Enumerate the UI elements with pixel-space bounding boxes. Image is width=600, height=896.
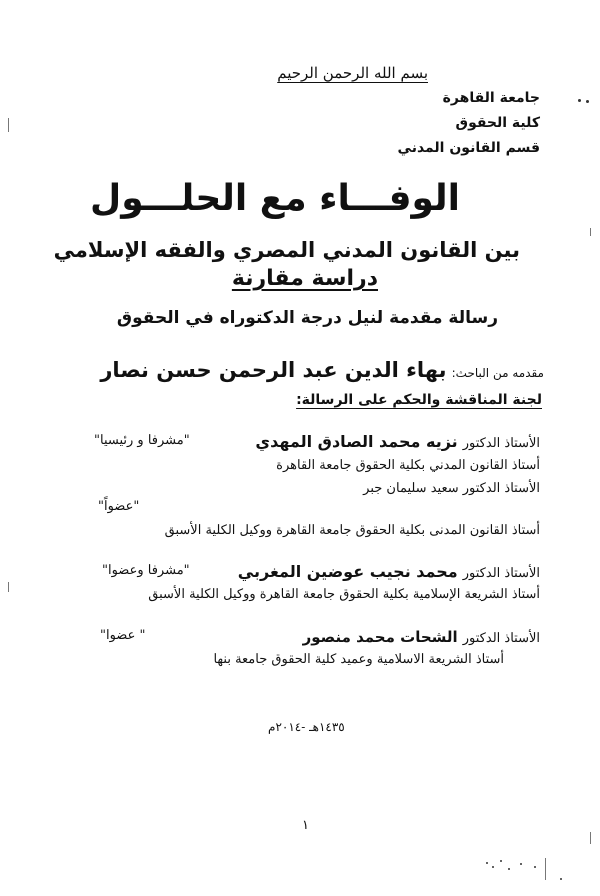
scan-edge-mark — [8, 582, 9, 592]
thesis-date: ١٤٣٥هـ -٢٠١٤م — [268, 720, 345, 734]
member-title: الأستاذ الدكتور — [462, 436, 540, 451]
member-role: "مشرفا و رئيسيا" — [94, 433, 190, 448]
member-title: الأستاذ الدكتور — [462, 481, 540, 496]
study-type: دراسة مقارنة — [231, 266, 378, 291]
member-role: "عضواً" — [98, 499, 140, 514]
scan-edge-mark — [590, 832, 591, 844]
committee-member — [303, 627, 540, 646]
author-line — [100, 358, 544, 382]
member-position: أستاذ القانون المدنى بكلية الحقوق جامعة القاهرة ووكيل الكلية الأسبق — [164, 523, 540, 538]
member-position: أستاذ القانون المدني بكلية الحقوق جامعة القاهرة — [276, 458, 540, 473]
thesis-title: الوفـــاء مع الحلـــول — [89, 178, 460, 219]
university-name: جامعة القاهرة — [442, 90, 540, 106]
scan-speck — [520, 863, 522, 865]
page-number: ١ — [302, 818, 309, 833]
scan-speck — [560, 878, 562, 880]
department-name: قسم القانون المدني — [397, 140, 540, 156]
member-position: أستاذ الشريعة الاسلامية وعميد كلية الحقوق جامعة بنها — [213, 652, 504, 667]
member-name: محمد نجيب عوضين المغربي — [237, 562, 458, 581]
scan-speck — [534, 866, 536, 868]
author-prefix: مقدمه من الباحث: — [451, 366, 544, 380]
committee-heading: لجنة المناقشة والحكم على الرسالة: — [296, 392, 542, 408]
member-title: الأستاذ الدكتور — [462, 566, 540, 581]
thesis-subtitle: بين القانون المدني المصري والفقه الإسلامي — [53, 238, 520, 262]
basmala: بسم الله الرحمن الرحيم — [277, 64, 428, 82]
member-role: "مشرفا وعضوا" — [102, 563, 190, 578]
scan-speck — [486, 862, 488, 864]
member-name: نزيه محمد الصادق المهدي — [255, 432, 458, 451]
member-name: الشحات محمد منصور — [302, 628, 458, 646]
member-role: " عضوا" — [100, 628, 146, 643]
scan-speck — [578, 99, 581, 102]
scan-speck — [508, 868, 510, 870]
committee-member — [363, 481, 540, 496]
scan-speck — [586, 100, 589, 103]
scan-speck — [500, 860, 502, 862]
member-name: سعيد سليمان جبر — [363, 481, 459, 496]
faculty-name: كلية الحقوق — [455, 115, 540, 131]
scan-edge-mark — [8, 118, 9, 132]
member-title: الأستاذ الدكتور — [462, 631, 540, 646]
degree-statement: رسالة مقدمة لنيل درجة الدكتوراه في الحقوق — [116, 308, 498, 328]
committee-member — [238, 562, 540, 581]
scan-speck — [492, 866, 494, 868]
scan-edge-mark — [545, 858, 546, 880]
member-position: أستاذ الشريعة الإسلامية بكلية الحقوق جامعة القاهرة ووكيل الكلية الأسبق — [148, 587, 540, 602]
scan-edge-mark — [590, 228, 591, 236]
committee-member — [255, 432, 540, 451]
author-name: بهاء الدين عبد الرحمن حسن نصار — [100, 358, 447, 382]
